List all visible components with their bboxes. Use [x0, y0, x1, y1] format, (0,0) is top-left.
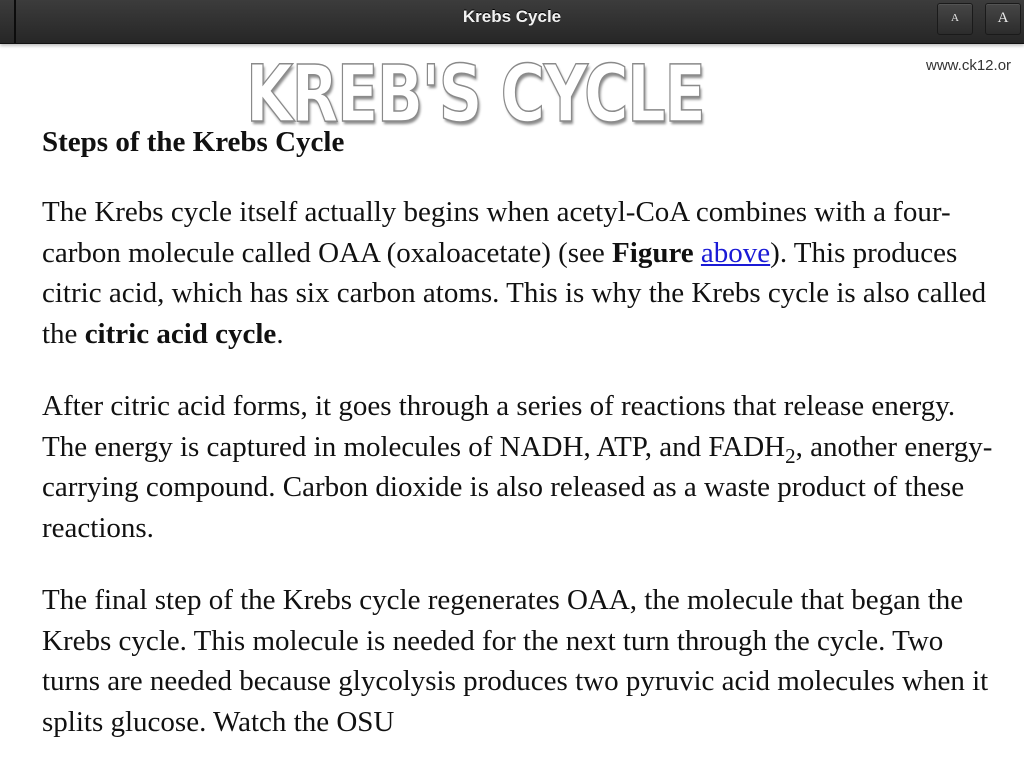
- paragraph-3: [42, 580, 1002, 742]
- source-url: www.ck12.or: [926, 57, 1012, 74]
- p3-text-1: The final step of the Krebs cycle regenerates OAA, the molecule that began the Krebs cycle. This molecule is needed for the next turn through the cycle. Two turns are needed because glycolysis produces two pyruvic acid molecules when it splits glucose. Watch the OSU: [42, 584, 989, 738]
- p1-text-1: The Krebs cycle itself actually begins when acetyl-CoA combines with a four-carbon molecule called OAA (oxaloacetate) (see: [42, 196, 951, 269]
- figure-above-link[interactable]: above: [700, 236, 771, 269]
- overlay-title: KREB'S CYCLE: [246, 50, 705, 140]
- section-heading: Steps of the Krebs Cycle: [42, 126, 345, 158]
- article-content: [42, 120, 1002, 774]
- p1-bold-figure: Figure: [612, 236, 694, 269]
- p2-text-1: After citric acid forms, it goes through a series of reactions that release energy. The energy is captured in molecules of NADH, ATP, and FADH: [42, 390, 956, 463]
- p1-text-3: ). This produces citric acid, which has six carbon atoms. This is why the Krebs cycle is also called the: [42, 236, 987, 350]
- top-toolbar: [0, 0, 1024, 44]
- decrease-font-size-button[interactable]: A: [937, 3, 973, 35]
- toolbar-title: Krebs Cycle: [462, 7, 562, 26]
- increase-font-size-button[interactable]: A: [985, 3, 1021, 35]
- p2-subscript: 2: [785, 443, 796, 468]
- p1-text-2: [694, 237, 701, 269]
- paragraph-1: [42, 192, 1002, 354]
- p1-text-4: .: [276, 317, 284, 350]
- p2-text-2: , another energy-carrying compound. Carbon dioxide is also released as a waste product of these reactions.: [42, 430, 993, 544]
- paragraph-2: [42, 386, 1002, 548]
- p1-bold-citric-acid-cycle: citric acid cycle: [84, 317, 277, 350]
